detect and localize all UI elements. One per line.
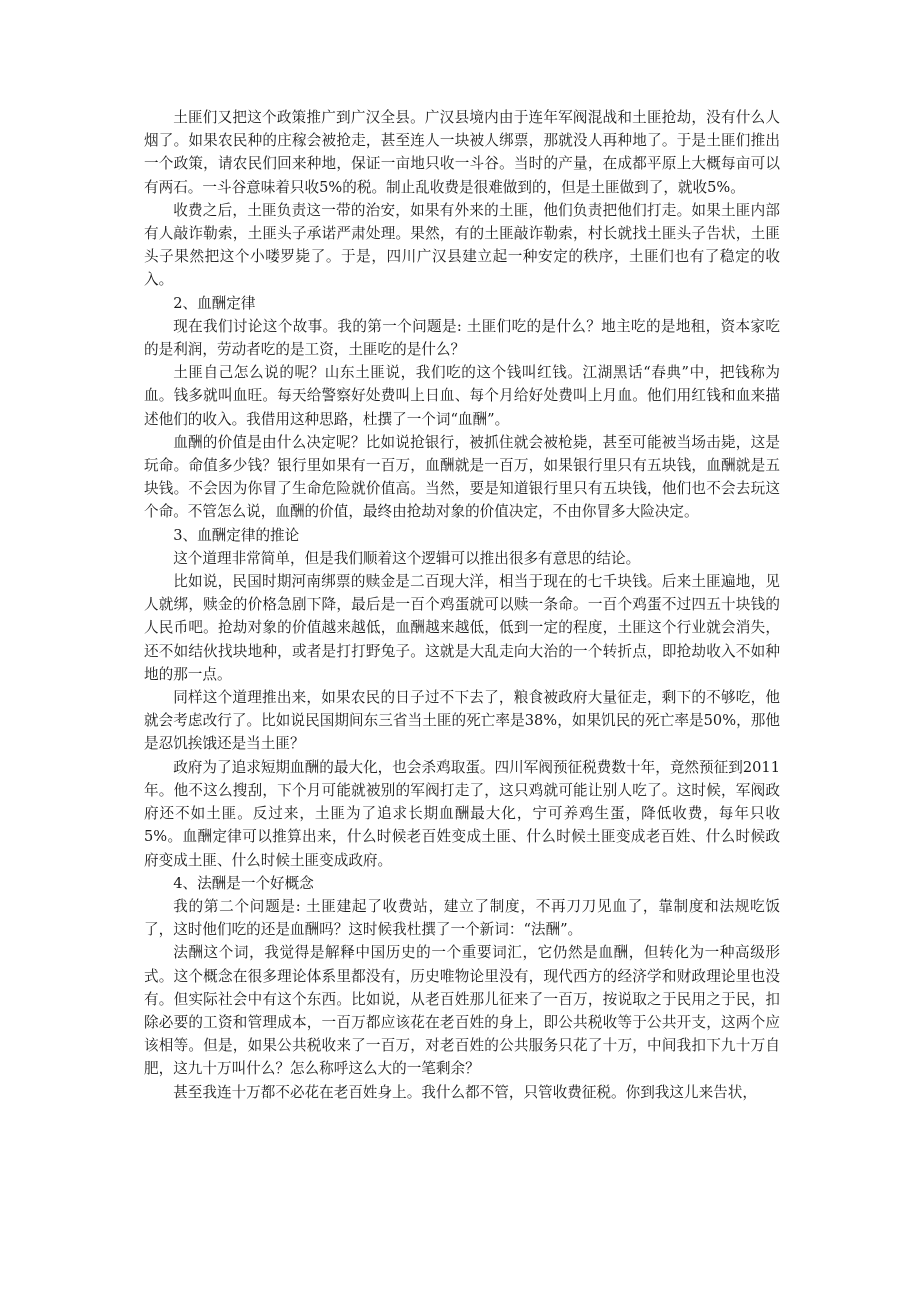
paragraph: 同样这个道理推出来，如果农民的日子过不下去了，粮食被政府大量征走，剩下的不够吃，他就会考虑改行了。比如说民国期间东三省当土匪的死亡率是38%，如果饥民的死亡率是50%，那他是忍饥挨饿还是当土匪？ [144,689,780,753]
paragraph: 法酬这个词，我觉得是解释中国历史的一个重要词汇，它仍然是血酬，但转化为一种高级形式。这个概念在很多理论体系里都没有，历史唯物论里没有，现代西方的经济学和财政理论里也没有。但实际社会中有这个东西。比如说，从老百姓那儿征来了一百万，按说取之于民用之于民，扣除必要的工资和管理成本，一百万都应该花在老百姓的身上，即公共税收等于公共开支，这两个应该相等。但是，如果公共税收来了一百万，对老百姓的公共服务只花了十万，中间我扣下九十万自肥，这九十万叫什么？怎么称呼这么大的一笔剩余？ [144,944,780,1078]
paragraph: 政府为了追求短期血酬的最大化，也会杀鸡取蛋。四川军阀预征税费数十年，竟然预征到2011年。他不这么搜刮，下个月可能就被别的军阀打走了，这只鸡就可能让别人吃了。这时候，军阀政府还不如土匪。反过来，土匪为了追求长期血酬最大化，宁可养鸡生蛋，降低收费，每年只收5%。血酬定律可以推算出来，什么时候老百姓变成土匪、什么时候土匪变成老百姓、什么时候政府变成土匪、什么时候土匪变成政府。 [144,758,780,869]
paragraph: 土匪们又把这个政策推广到广汉全县。广汉县境内由于连年军阀混战和土匪抢劫，没有什么人烟了。如果农民种的庄稼会被抢走，甚至连人一块被人绑票，那就没人再种地了。于是土匪们推出一个政策，请农民们回来种地，保证一亩地只收一斗谷。当时的产量，在成都平原上大概每亩可以有两石。一斗谷意味着只收5%的税。制止乱收费是很难做到的，但是土匪做到了，就收5%。 [144,109,780,196]
paragraph: 这个道理非常简单，但是我们顺着这个逻辑可以推出很多有意思的结论。 [173,549,641,567]
section-heading: 2、血酬定律 [173,294,256,312]
paragraph: 收费之后，土匪负责这一带的治安，如果有外来的土匪，他们负责把他们打走。如果土匪内部有人敲诈勒索，土匪头子承诺严肃处理。果然，有的土匪敲诈勒索，村长就找土匪头子告状，土匪头子果然把这个小喽罗毙了。于是，四川广汉县建立起一种安定的秩序，土匪们也有了稳定的收入。 [144,201,780,289]
section-heading: 4、法酬是一个好概念 [173,874,314,892]
paragraph: 现在我们讨论这个故事。我的第一个问题是: 土匪们吃的是什么？地主吃的是地租，资本家吃的是利润，劳动者吃的是工资，土匪吃的是什么？ [144,317,780,359]
paragraph: 土匪自己怎么说的呢？山东土匪说，我们吃的这个钱叫红钱。江湖黑话“春典”中，把钱称为血。钱多就叫血旺。每天给警察好处费叫上日血、每个月给好处费叫上月血。他们用红钱和血来描述他们的收入。我借用这种思路，杜撰了一个词“血酬”。 [144,364,780,428]
section-heading: 3、血酬定律的推论 [173,526,300,544]
paragraph: 比如说，民国时期河南绑票的赎金是二百现大洋，相当于现在的七千块钱。后来土匪遍地，见人就绑，赎金的价格急剧下降，最后是一百个鸡蛋就可以赎一条命。一百个鸡蛋不过四五十块钱的人民币吧。抢劫对象的价值越来越低，血酬越来越低，低到一定的程度，土匪这个行业就会消失，还不如结伙找块地种，或者是打打野兔子。这就是大乱走向大治的一个转折点，即抢劫收入不如种地的那一点。 [144,573,780,683]
paragraph: 我的第二个问题是: 土匪建起了收费站，建立了制度，不再刀刀见血了，靠制度和法规吃饭了，这时他们吃的还是血酬吗？这时候我杜撰了一个新词：“法酬”。 [144,897,780,939]
document-page [144,106,780,1104]
paragraph: 血酬的价值是由什么决定呢？比如说抢银行，被抓住就会被枪毙，甚至可能被当场击毙，这是玩命。命值多少钱？银行里如果有一百万，血酬就是一百万，如果银行里只有五块钱，血酬就是五块钱。不会因为你冒了生命危险就价值高。当然，要是知道银行里只有五块钱，他们也不会去玩这个命。不管怎么说，血酬的价值，最终由抢劫对象的价值决定，不由你冒多大险决定。 [144,433,780,521]
paragraph: 甚至我连十万都不必花在老百姓身上。我什么都不管，只管收费征税。你到我这儿来告状， [173,1083,757,1101]
